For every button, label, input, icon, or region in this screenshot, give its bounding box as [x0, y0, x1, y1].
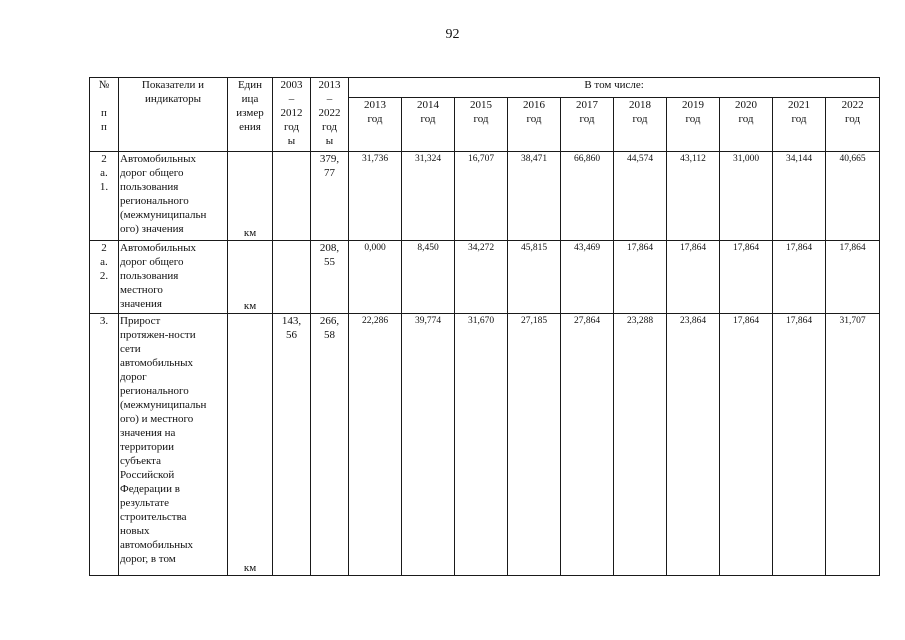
row-value-2021: 17,864: [773, 314, 826, 576]
row-value-2015: 31,670: [455, 314, 508, 576]
row-value-2013: 22,286: [349, 314, 402, 576]
row-value-2013: 31,736: [349, 152, 402, 241]
row-value-2003-2012: [273, 241, 311, 314]
row-value-2016: 27,185: [508, 314, 561, 576]
header-year: [720, 98, 773, 152]
year-unit: год: [473, 113, 489, 125]
header-year: [402, 98, 455, 152]
year-unit: год: [420, 113, 436, 125]
header-year: [349, 98, 402, 152]
row-value-2022: 31,707: [826, 314, 880, 576]
year-label: 2017: [576, 99, 598, 111]
row-value-2003-2012: [273, 152, 311, 241]
row-unit: км: [228, 314, 273, 576]
row-value-2018: 17,864: [614, 241, 667, 314]
row-value-2019: 23,864: [667, 314, 720, 576]
year-label: 2018: [629, 99, 651, 111]
year-label: 2016: [523, 99, 545, 111]
row-value-2013-2022: 379, 77: [311, 152, 349, 241]
row-unit: км: [228, 241, 273, 314]
row-value-2022: 17,864: [826, 241, 880, 314]
row-value-2021: 17,864: [773, 241, 826, 314]
row-value-2020: 31,000: [720, 152, 773, 241]
header-year: [455, 98, 508, 152]
indicators-table: [89, 77, 880, 576]
row-value-2013-2022: 208, 55: [311, 241, 349, 314]
row-value-2020: 17,864: [720, 241, 773, 314]
header-year: [561, 98, 614, 152]
year-unit: год: [738, 113, 754, 125]
row-value-2017: 27,864: [561, 314, 614, 576]
row-value-2003-2012: 143, 56: [273, 314, 311, 576]
row-indicator: Автомобильных дорог общего пользования местного значения: [119, 241, 228, 314]
table-row: [90, 314, 880, 576]
row-value-2019: 17,864: [667, 241, 720, 314]
year-label: 2021: [788, 99, 810, 111]
row-value-2022: 40,665: [826, 152, 880, 241]
header-indicator: Показатели и индикаторы: [119, 78, 228, 152]
row-value-2013: 0,000: [349, 241, 402, 314]
table-row: [90, 152, 880, 241]
row-value-2014: 31,324: [402, 152, 455, 241]
row-number: 3.: [90, 314, 119, 576]
row-value-2015: 16,707: [455, 152, 508, 241]
header-year: [773, 98, 826, 152]
year-label: 2013: [364, 99, 386, 111]
row-value-2017: 43,469: [561, 241, 614, 314]
year-unit: год: [579, 113, 595, 125]
row-value-2015: 34,272: [455, 241, 508, 314]
year-label: 2019: [682, 99, 704, 111]
header-year: [667, 98, 720, 152]
row-value-2013-2022: 266, 58: [311, 314, 349, 576]
header-group: В том числе:: [349, 78, 880, 98]
row-value-2020: 17,864: [720, 314, 773, 576]
header-year: [614, 98, 667, 152]
header-np: № п п: [90, 78, 119, 152]
year-unit: год: [526, 113, 542, 125]
row-value-2019: 43,112: [667, 152, 720, 241]
row-value-2017: 66,860: [561, 152, 614, 241]
header-year: [508, 98, 561, 152]
row-value-2014: 8,450: [402, 241, 455, 314]
year-label: 2020: [735, 99, 757, 111]
year-unit: год: [791, 113, 807, 125]
header-2003-2012: 2003 – 2012 год ы: [273, 78, 311, 152]
year-unit: год: [685, 113, 701, 125]
row-unit: км: [228, 152, 273, 241]
row-value-2016: 45,815: [508, 241, 561, 314]
table-row: [90, 241, 880, 314]
year-unit: год: [845, 113, 861, 125]
header-year: [826, 98, 880, 152]
row-value-2018: 44,574: [614, 152, 667, 241]
year-unit: год: [632, 113, 648, 125]
row-value-2016: 38,471: [508, 152, 561, 241]
year-label: 2022: [841, 99, 864, 111]
page-number: 92: [445, 27, 460, 42]
year-label: 2015: [470, 99, 492, 111]
row-value-2014: 39,774: [402, 314, 455, 576]
year-unit: год: [367, 113, 383, 125]
header-unit: Един ица измер ения: [228, 78, 273, 152]
row-number: 2 а. 2.: [90, 241, 119, 314]
row-indicator: Автомобильных дорог общего пользования регионального (межмуниципальн ого) значения: [119, 152, 228, 241]
row-value-2018: 23,288: [614, 314, 667, 576]
year-label: 2014: [417, 99, 439, 111]
row-value-2021: 34,144: [773, 152, 826, 241]
row-indicator: Прирост протяжен-ности сети автомобильных дорог регионального (межмуниципальн ого) и местного значения на территории субъекта Российской Федерации в результате строительства новых автомобильных дорог, в том: [119, 314, 228, 576]
row-number: 2 а. 1.: [90, 152, 119, 241]
header-2013-2022: 2013 – 2022 год ы: [311, 78, 349, 152]
